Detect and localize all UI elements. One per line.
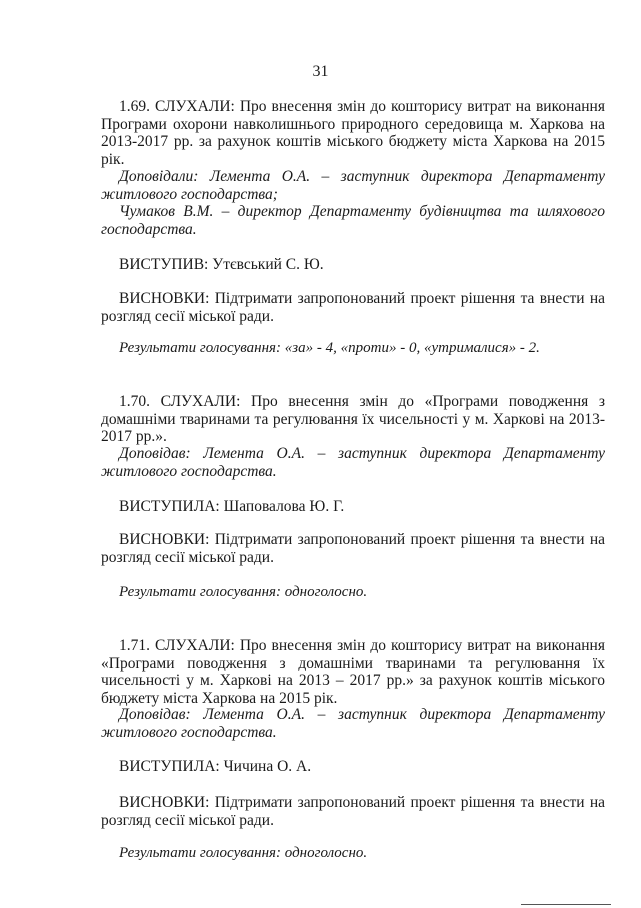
agenda-item-1-71-heard — [101, 637, 605, 707]
conclusions-text: ВИСНОВКИ: Підтримати запропонований проект рішення та внести на розгляд сесії міської ради. — [101, 290, 605, 325]
agenda-item-1-69-heard — [101, 98, 605, 168]
page-number: 31 — [312, 63, 329, 80]
agenda-item-1-70-reporters — [101, 445, 605, 480]
conclusions-text: ВИСНОВКИ: Підтримати запропонований проект рішення та внести на розгляд сесії міської ради. — [101, 794, 605, 829]
agenda-item-1-71-reporters — [101, 706, 605, 741]
reporter-line: Доповідав: Лемента О.А. – заступник директора Департаменту житлового господарства. — [101, 706, 605, 741]
agenda-item-1-71-conclusions — [101, 794, 605, 829]
heard-text: 1.69. СЛУХАЛИ: Про внесення змін до кошторису витрат на виконання Програми охорони навколишнього природного середовища м. Харкова на 2013-2017 рр. за рахунок коштів міського бюджету міста Харкова на 2015 рік. — [101, 98, 605, 168]
reporter-line: Доповідав: Лемента О.А. – заступник директора Департаменту житлового господарства. — [101, 445, 605, 480]
agenda-item-1-70-spoke: ВИСТУПИЛА: Шаповалова Ю. Г. — [119, 498, 345, 515]
agenda-item-1-69-spoke: ВИСТУПИВ: Утєвський С. Ю. — [119, 256, 324, 273]
reporter-line: Чумаков В.М. – директор Департаменту будівництва та шляхового господарства. — [101, 203, 605, 238]
agenda-item-1-69-conclusions — [101, 290, 605, 325]
agenda-item-1-70-conclusions — [101, 531, 605, 566]
heard-text: 1.70. СЛУХАЛИ: Про внесення змін до «Програми поводження з домашніми тваринами та регулювання їх чисельності у м. Харкові на 2013-2017 рр.». — [101, 393, 605, 445]
footer-rule — [521, 904, 611, 905]
agenda-item-1-69-reporters — [101, 168, 605, 238]
reporter-line: Доповідали: Лемента О.А. – заступник директора Департаменту житлового господарства; — [101, 168, 605, 203]
heard-text: 1.71. СЛУХАЛИ: Про внесення змін до кошторису витрат на виконання «Програми поводження з домашніми тваринами та регулювання їх чисельності у м. Харкові на 2013 – 2017 рр.» за рахунок коштів міського бюджету міста Харкова на 2015 рік. — [101, 637, 605, 707]
agenda-item-1-71-spoke: ВИСТУПИЛА: Чичина О. А. — [119, 758, 312, 775]
agenda-item-1-70-results: Результати голосування: одноголосно. — [119, 584, 368, 600]
agenda-item-1-70-heard — [101, 393, 605, 446]
conclusions-text: ВИСНОВКИ: Підтримати запропонований проект рішення та внести на розгляд сесії міської ради. — [101, 531, 605, 566]
agenda-item-1-69-results: Результати голосування: «за» - 4, «проти» - 0, «утрималися» - 2. — [119, 340, 540, 356]
agenda-item-1-71-results: Результати голосування: одноголосно. — [119, 845, 368, 861]
